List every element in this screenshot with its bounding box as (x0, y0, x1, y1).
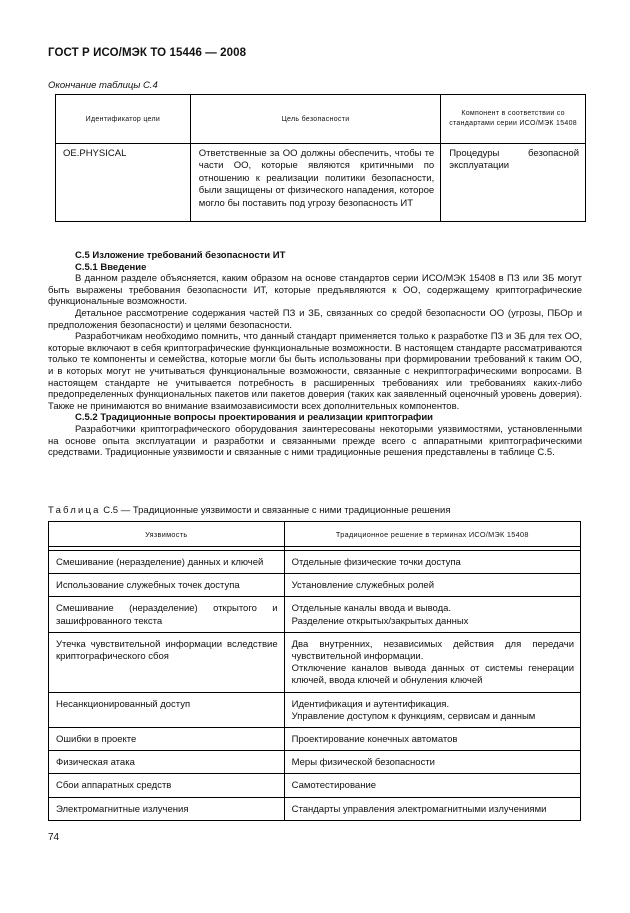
table-row (49, 797, 581, 820)
table2-cell-vuln: Смешивание (неразделение) открытого и зашифрованного текста (49, 597, 285, 632)
table1-cell-component: Процедуры безопасной эксплуатации (441, 144, 586, 222)
table1-caption: Окончание таблицы С.4 (48, 80, 158, 91)
section-text (48, 250, 582, 459)
table-row (49, 751, 581, 774)
table1-cell-id: OE.PHYSICAL (56, 144, 191, 222)
paragraph: Разработчики криптографического оборудования заинтересованы некоторыми уязвимостями, установленными на основе опыта эксплуатации и разработки и связанными прежде всего с аппаратными криптографическими средствами. Традиционные уязвимости и связанные с ними традиционные решения представлены в таблице С.5. (48, 423, 582, 459)
table2-header-solution: Традиционное решение в терминах ИСО/МЭК 15408 (284, 522, 580, 547)
table2-cell-vuln: Сбои аппаратных средств (49, 774, 285, 797)
paragraph: Детальное рассмотрение содержания частей ПЗ и ЗБ, связанных со средой безопасности ОО (угрозы, ПБОр и предположения безопасности) и целями безопасности. (48, 307, 582, 331)
table2-cell-solution: Проектирование конечных автоматов (284, 728, 580, 751)
table2-cell-solution: Отдельные физические точки доступа (284, 551, 580, 574)
table-row (49, 692, 581, 727)
section-heading-c5: С.5 Изложение требований безопасности ИТ (75, 250, 286, 261)
table1-cell-goal: Ответственные за ОО должны обеспечить, чтобы те части ОО, которые являются критичными по отношению к реализации политики безопасности, были защищены от физического нападения, которое могло бы поставить под угрозу безопасность ИТ (190, 144, 440, 222)
section-heading-c52: С.5.2 Традиционные вопросы проектирования и реализации криптографии (75, 412, 434, 424)
table2-cell-solution: Меры физической безопасности (284, 751, 580, 774)
table-row (49, 728, 581, 751)
table2-cell-solution: Стандарты управления электромагнитными излучениями (284, 797, 580, 820)
table2-cell-solution: Самотестирование (284, 774, 580, 797)
document-header: ГОСТ Р ИСО/МЭК ТО 15446 — 2008 (48, 47, 247, 59)
table2-caption (48, 505, 450, 516)
paragraph: Разработчикам необходимо помнить, что данный стандарт применяется только к разработке ПЗ и ЗБ для тех ОО, которые включают в себя криптографические функциональные возможности. В настоящем стандарте рассматриваются только те компоненты и семейства, которые могли бы быть использованы при формировании требований к таким ОО, и в которых могут не учитываться функциональные возможности, связанные с некриптографическими вопросами. В настоящем стандарте не учитывается потребность в расширенных требованиях или требованиях каких-либо предопределенных функциональных пакетов или пакетов доверия (таких как заявленный оценочный уровень доверия). Также не принимаются во внимание взаимозависимости всех дополнительных компонентов. (48, 331, 582, 412)
table2-cell-vuln: Физическая атака (49, 751, 285, 774)
table2-cell-vuln: Электромагнитные излучения (49, 797, 285, 820)
table1-header-goal: Цель безопасности (190, 95, 440, 144)
table2-body (49, 551, 581, 821)
table-row (56, 144, 586, 222)
table2-cell-solution: Установление служебных ролей (284, 574, 580, 597)
table2-cell-solution: Идентификация и аутентификация. Управление доступом к функциям, сервисам и данным (284, 692, 580, 727)
table2-cell-vuln: Использование служебных точек доступа (49, 574, 285, 597)
table2-cell-vuln: Ошибки в проекте (49, 728, 285, 751)
table1-header-id: Идентификатор цели (56, 95, 191, 144)
table2-cell-solution: Отдельные каналы ввода и вывода. Разделение открытых/закрытых данных (284, 597, 580, 632)
section-heading-c51: С.5.1 Введение (75, 261, 147, 273)
table-c5 (48, 521, 581, 821)
table2-cell-vuln: Несанкционированный доступ (49, 692, 285, 727)
table2-caption-text: С.5 — Традиционные уязвимости и связанные с ними традиционные решения (103, 505, 451, 516)
table2-cell-vuln: Утечка чувствительной информации вследствие криптографического сбоя (49, 632, 285, 692)
table-row (49, 551, 581, 574)
paragraph: В данном разделе объясняется, каким образом на основе стандартов серии ИСО/МЭК 15408 в ПЗ или ЗБ могут быть выражены требования безопасности ИТ, которые предъявляются к ОО, содержащему криптографические функциональные возможности. (48, 273, 582, 308)
table-c4-end (55, 94, 586, 222)
table-row (49, 632, 581, 692)
table2-caption-prefix: Таблица (48, 505, 101, 516)
table2-cell-solution: Два внутренних, независимых действия для передачи чувствительной информации. Отключение каналов вывода данных от системы генерации ключей, ввода ключей и обнуления ключей (284, 632, 580, 692)
table2-header-vuln: Уязвимость (49, 522, 285, 547)
table2-cell-vuln: Смешивание (неразделение) данных и ключей (49, 551, 285, 574)
page-number: 74 (48, 832, 60, 843)
table-row (49, 597, 581, 632)
table-row (49, 574, 581, 597)
table-row (49, 774, 581, 797)
table1-header-component: Компонент в соответствии со стандартами серии ИСО/МЭК 15408 (441, 95, 586, 144)
